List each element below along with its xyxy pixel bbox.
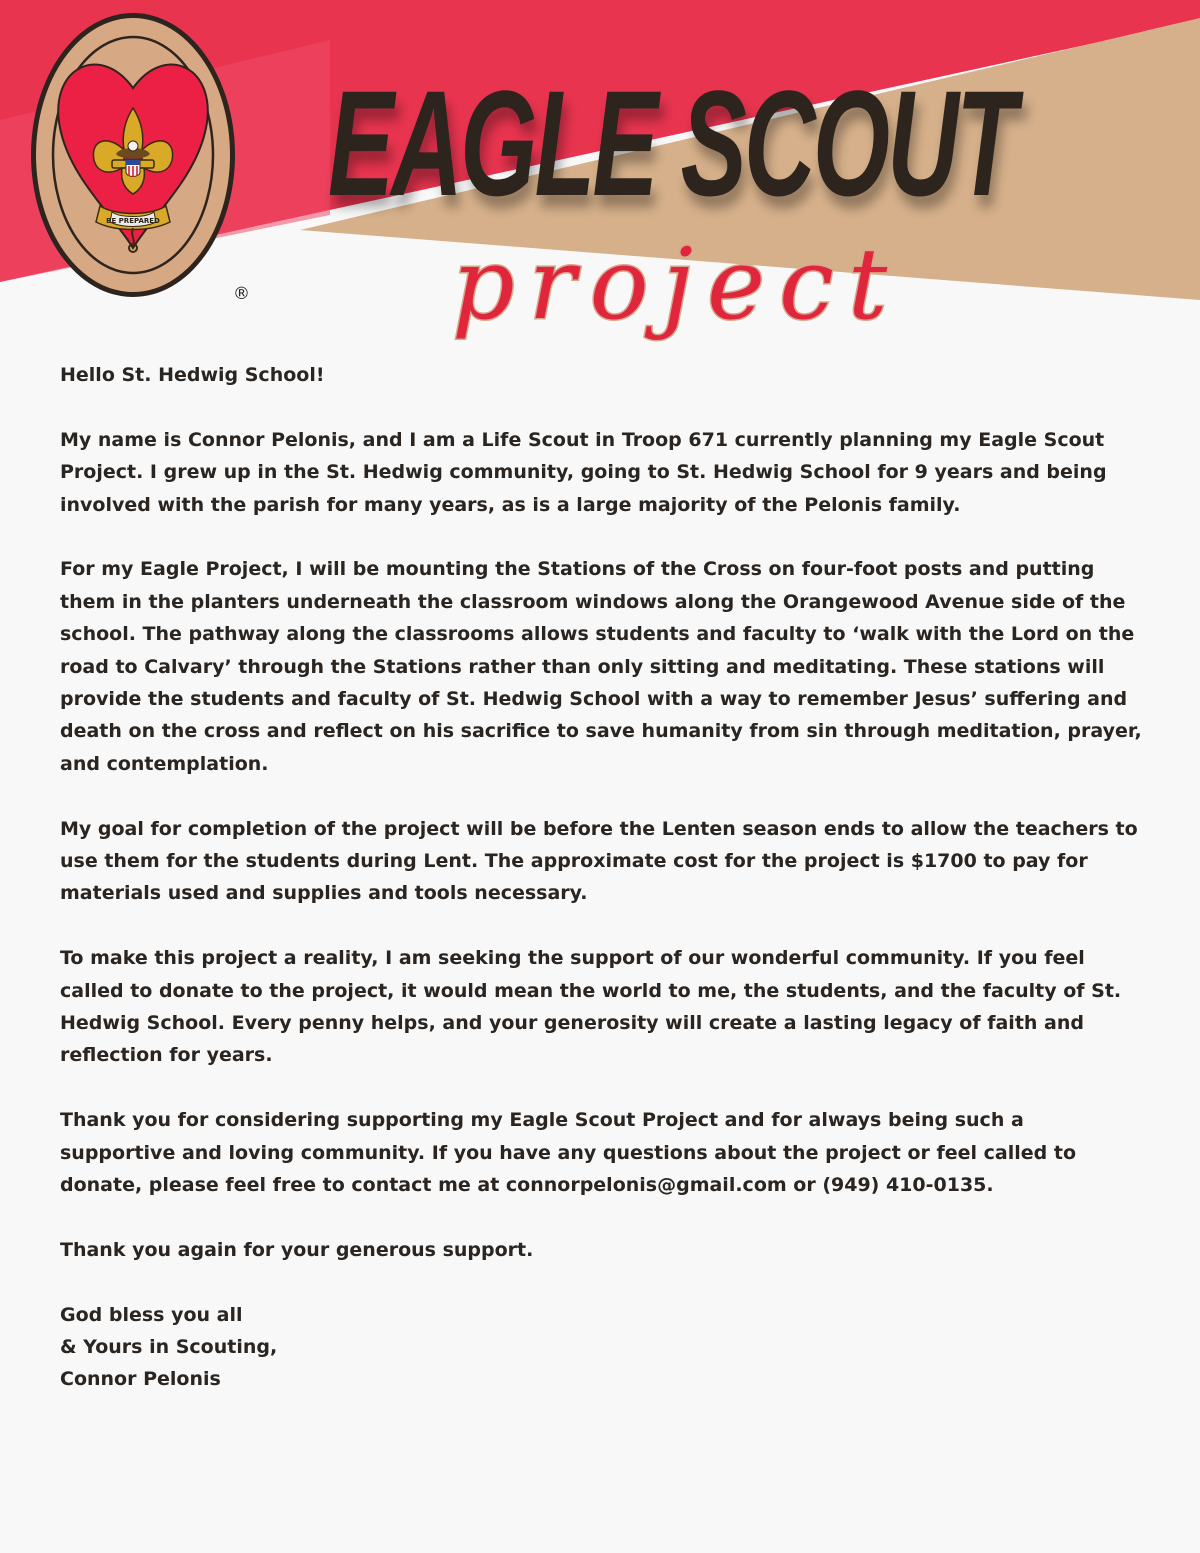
closing-line-sign-off: & Yours in Scouting, — [60, 1336, 278, 1359]
page-subtitle: project — [452, 228, 902, 342]
closing-signature: Connor Pelonis — [60, 1368, 221, 1391]
eagle-scout-badge — [28, 10, 238, 300]
page-title: EAGLE SCOUT — [328, 59, 1015, 227]
letter-paragraph: Thank you for considering supporting my Eagle Scout Project and for always being such a supportive and loving community. If you have any questions about the project or feel called to donate, please feel free to contact me at connorpelonis@gmail.com or (949) 410-0135. — [60, 1109, 1077, 1197]
badge-motto: BE PREPARED — [106, 217, 160, 225]
letter-paragraph: My goal for completion of the project will be before the Lenten season ends to allow the teachers to use them for the students during Lent. The approximate cost for the project is $1700 to pay for materials used and supplies and tools necessary. — [60, 817, 1138, 905]
registered-mark: ® — [233, 284, 250, 304]
letter-paragraph: My name is Connor Pelonis, and I am a Life Scout in Troop 671 currently planning my Eagle Scout Project. I grew up in the St. Hedwig community, going to St. Hedwig School for 9 years and being involved with the parish for many years, as is a large majority of the Pelonis family. — [60, 428, 1107, 516]
letter-greeting: Hello St. Hedwig School! — [60, 364, 325, 386]
letter-body — [60, 359, 1145, 1428]
letter-paragraph: For my Eagle Project, I will be mounting the Stations of the Cross on four-foot posts and putting them in the planters underneath the classroom windows along the Orangewood Avenue side of the school. The pathway along the classrooms allows students and faculty to ‘walk with the Lord on the road to Calvary’ through the Stations rather than only sitting and meditating. These stations will provide the students and faculty of St. Hedwig School with a way to remember Jesus’ suffering and death on the cross and reflect on his sacrifice to save humanity from sin through meditation, prayer, and contemplation. — [60, 558, 1142, 775]
letter-paragraph: Thank you again for your generous support. — [60, 1238, 534, 1261]
closing-line-blessing: God bless you all — [60, 1303, 243, 1326]
letter-closing — [60, 1299, 1145, 1396]
letter-paragraph: To make this project a reality, I am seeking the support of our wonderful community. If you feel called to donate to the project, it would mean the world to me, the students, and the faculty of St. Hedwig School. Every penny helps, and your generosity will create a lasting legacy of faith and reflection for years. — [60, 947, 1122, 1067]
header-banner — [0, 0, 1200, 360]
